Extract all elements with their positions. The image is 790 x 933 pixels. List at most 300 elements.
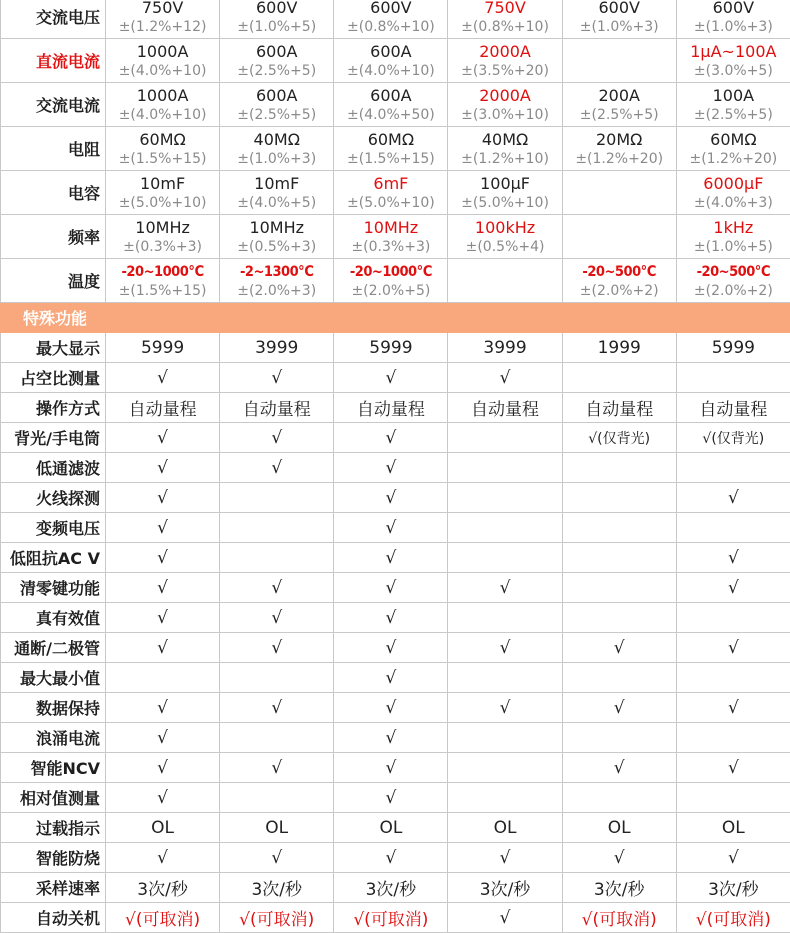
feature-row [1,603,790,633]
spec-range: 10MHz [220,218,333,238]
feature-cell [562,363,676,393]
spec-range: 600V [563,0,676,18]
feature-value: √(可取消) [582,910,657,930]
spec-cell [106,39,220,83]
spec-cell [220,171,334,215]
feature-cell [220,573,334,603]
feature-value: √ [385,488,396,508]
spec-range: 200A [563,86,676,106]
spec-accuracy: ±(0.5%+4) [448,238,561,256]
feature-value: √ [500,368,511,388]
feature-cell [106,513,220,543]
feature-cell [562,603,676,633]
spec-range: 2000A [448,42,561,62]
feature-value: 3次/秒 [708,880,759,900]
spec-accuracy: ±(1.0%+3) [563,18,676,36]
feature-value: √ [500,578,511,598]
spec-accuracy: ±(4.0%+10) [106,62,219,80]
spec-accuracy: ±(1.2%+20) [563,150,676,168]
spec-cell [562,127,676,171]
feature-cell [220,633,334,663]
feature-cell [562,843,676,873]
row-label: 自动关机 [1,903,106,933]
spec-range: 1μA~100A [677,42,790,62]
feature-value: √ [157,848,168,868]
spec-range: 600V [677,0,790,18]
spec-cell [106,127,220,171]
feature-row [1,333,790,363]
feature-cell [106,873,220,903]
feature-value: √ [157,488,168,508]
spec-cell [334,259,448,303]
feature-value: √ [500,638,511,658]
feature-cell [220,873,334,903]
feature-value: √ [728,698,739,718]
feature-cell [676,453,790,483]
feature-cell [106,603,220,633]
feature-cell [448,873,562,903]
feature-cell [106,843,220,873]
spec-accuracy: ±(2.5%+5) [563,106,676,124]
feature-cell [220,903,334,933]
feature-row [1,873,790,903]
feature-cell [334,813,448,843]
spec-row [1,127,790,171]
feature-cell [448,753,562,783]
feature-value: √ [271,368,282,388]
spec-accuracy: ±(3.0%+10) [448,106,561,124]
feature-cell [334,873,448,903]
spec-range: 1000A [106,86,219,106]
spec-range: 600A [220,42,333,62]
spec-accuracy: ±(4.0%+10) [334,62,447,80]
feature-cell [448,453,562,483]
spec-row [1,215,790,259]
feature-cell [676,783,790,813]
feature-value: √(可取消) [696,910,771,930]
feature-value: √ [157,458,168,478]
spec-range: 10mF [220,174,333,194]
row-label: 清零键功能 [1,573,106,603]
feature-cell [676,393,790,423]
feature-cell [106,783,220,813]
feature-value: √ [500,908,511,928]
feature-cell [448,633,562,663]
spec-range: 10MHz [106,218,219,238]
feature-value: √(仅背光) [702,431,764,447]
row-label: 占空比测量 [1,363,106,393]
feature-cell [562,543,676,573]
feature-cell [448,393,562,423]
feature-cell [334,453,448,483]
feature-value: 自动量程 [243,400,311,420]
spec-range: 100A [677,86,790,106]
spec-range: 10mF [106,174,219,194]
feature-value: √ [385,728,396,748]
row-label: 相对值测量 [1,783,106,813]
feature-cell [448,813,562,843]
spec-range: 600A [220,86,333,106]
feature-value: √ [614,848,625,868]
feature-value: OL [608,818,631,838]
feature-cell [334,543,448,573]
row-label: 数据保持 [1,693,106,723]
feature-value: √ [271,458,282,478]
feature-cell [106,633,220,663]
feature-value: √ [157,368,168,388]
feature-cell [448,573,562,603]
spec-cell [562,39,676,83]
feature-cell [562,423,676,453]
feature-row [1,843,790,873]
feature-cell [562,813,676,843]
feature-cell [676,723,790,753]
feature-cell [106,903,220,933]
spec-cell [676,127,790,171]
feature-value: 3次/秒 [480,880,531,900]
feature-value: √ [385,368,396,388]
spec-accuracy: ±(1.0%+3) [677,18,790,36]
feature-cell [220,753,334,783]
spec-range: 600V [334,0,447,18]
spec-accuracy: ±(2.5%+5) [677,106,790,124]
feature-value: √ [385,608,396,628]
feature-value: √ [157,758,168,778]
feature-value: √ [271,578,282,598]
feature-value: √ [157,608,168,628]
spec-range: 20MΩ [563,130,676,150]
row-label: 低通滤波 [1,453,106,483]
spec-range: 40MΩ [220,130,333,150]
feature-row [1,663,790,693]
spec-range: 100kHz [448,218,561,238]
feature-cell [106,483,220,513]
spec-accuracy: ±(5.0%+10) [106,194,219,212]
feature-cell [220,693,334,723]
feature-value: √ [157,518,168,538]
feature-cell [562,753,676,783]
feature-value: √ [271,698,282,718]
row-label: 最大显示 [1,333,106,363]
feature-cell [106,543,220,573]
feature-cell [448,513,562,543]
row-label: 真有效值 [1,603,106,633]
feature-cell [334,423,448,453]
feature-row [1,573,790,603]
feature-cell [334,603,448,633]
spec-range: 1kHz [677,218,790,238]
feature-value: √ [157,578,168,598]
feature-cell [676,483,790,513]
feature-value: √ [157,548,168,568]
feature-cell [220,333,334,363]
spec-accuracy: ±(0.3%+3) [106,238,219,256]
spec-range: 60MΩ [334,130,447,150]
feature-value: √(可取消) [239,910,314,930]
spec-cell [448,171,562,215]
feature-cell [106,423,220,453]
feature-cell [562,693,676,723]
spec-accuracy: ±(1.0%+3) [220,150,333,168]
feature-cell [676,333,790,363]
spec-range: 40MΩ [448,130,561,150]
spec-accuracy: ±(2.0%+2) [677,282,790,300]
feature-cell [562,453,676,483]
spec-accuracy: ±(2.5%+5) [220,62,333,80]
feature-value: √ [728,548,739,568]
feature-row [1,783,790,813]
spec-accuracy: ±(3.5%+20) [448,62,561,80]
spec-accuracy: ±(5.0%+10) [448,194,561,212]
spec-range: 60MΩ [106,130,219,150]
spec-accuracy: ±(5.0%+10) [334,194,447,212]
feature-value: √ [385,668,396,688]
feature-cell [106,663,220,693]
feature-cell [676,543,790,573]
feature-cell [334,843,448,873]
feature-cell [448,483,562,513]
feature-value: √ [157,638,168,658]
spec-accuracy: ±(2.0%+2) [563,282,676,300]
feature-value: √ [500,848,511,868]
spec-range: -20~500℃ [677,262,790,282]
spec-row [1,39,790,83]
row-label: 交流电流 [1,83,106,127]
spec-cell [448,83,562,127]
feature-row [1,423,790,453]
row-label: 智能防烧 [1,843,106,873]
spec-cell [106,215,220,259]
feature-cell [106,363,220,393]
spec-cell [106,259,220,303]
feature-cell [106,453,220,483]
feature-cell [220,813,334,843]
spec-accuracy: ±(2.0%+5) [334,282,447,300]
spec-range: -20~1000℃ [106,262,219,282]
spec-cell [676,83,790,127]
spec-accuracy: ±(4.0%+3) [677,194,790,212]
feature-cell [334,903,448,933]
spec-accuracy: ±(2.5%+5) [220,106,333,124]
feature-cell [106,573,220,603]
feature-cell [676,693,790,723]
feature-value: 自动量程 [129,400,197,420]
spec-cell [676,259,790,303]
feature-cell [562,393,676,423]
feature-cell [676,753,790,783]
feature-row [1,393,790,423]
feature-cell [448,843,562,873]
spec-cell [676,171,790,215]
spec-cell [448,259,562,303]
feature-cell [220,363,334,393]
feature-cell [220,513,334,543]
feature-cell [220,543,334,573]
spec-range: 750V [106,0,219,18]
feature-cell [448,663,562,693]
feature-cell [334,723,448,753]
spec-accuracy: ±(1.2%+10) [448,150,561,168]
feature-value: √ [385,518,396,538]
feature-value: √ [385,788,396,808]
row-label: 火线探测 [1,483,106,513]
feature-row [1,813,790,843]
feature-cell [448,903,562,933]
spec-range: 6mF [334,174,447,194]
row-label: 采样速率 [1,873,106,903]
spec-cell [448,127,562,171]
spec-accuracy: ±(0.8%+10) [334,18,447,36]
feature-cell [106,393,220,423]
spec-accuracy: ±(0.3%+3) [334,238,447,256]
feature-value: √ [728,578,739,598]
feature-cell [562,783,676,813]
feature-cell [562,633,676,663]
feature-cell [334,663,448,693]
spec-cell [562,171,676,215]
feature-cell [106,333,220,363]
feature-cell [334,753,448,783]
feature-cell [106,753,220,783]
feature-cell [220,783,334,813]
feature-row [1,633,790,663]
spec-cell [334,215,448,259]
row-label: 温度 [1,259,106,303]
spec-accuracy: ±(1.5%+15) [106,282,219,300]
feature-value: √ [385,638,396,658]
feature-cell [676,633,790,663]
feature-value: √(仅背光) [588,431,650,447]
spec-cell [334,0,448,39]
feature-value: √ [271,758,282,778]
row-label: 电容 [1,171,106,215]
feature-value: 5999 [369,338,412,358]
spec-accuracy: ±(3.0%+5) [677,62,790,80]
spec-cell [220,127,334,171]
feature-cell [676,663,790,693]
feature-value: √ [614,638,625,658]
spec-range: 60MΩ [677,130,790,150]
feature-value: 3999 [483,338,526,358]
row-label: 最大最小值 [1,663,106,693]
feature-value: √ [385,578,396,598]
feature-cell [676,363,790,393]
feature-value: OL [722,818,745,838]
feature-cell [220,603,334,633]
section-title: 特殊功能 [1,303,790,333]
feature-cell [220,663,334,693]
spec-cell [220,215,334,259]
feature-value: √ [385,548,396,568]
spec-cell [676,215,790,259]
feature-row [1,483,790,513]
row-label: 浪涌电流 [1,723,106,753]
feature-cell [676,813,790,843]
feature-cell [220,483,334,513]
spec-cell [676,39,790,83]
spec-accuracy: ±(4.0%+5) [220,194,333,212]
spec-accuracy: ±(1.0%+5) [220,18,333,36]
row-label: 低阻抗AC V [1,543,106,573]
spec-accuracy: ±(0.8%+10) [448,18,561,36]
spec-range: -2~1300℃ [220,262,333,282]
feature-cell [334,333,448,363]
feature-value: √ [271,638,282,658]
row-label: 变频电压 [1,513,106,543]
feature-row [1,753,790,783]
feature-value: OL [265,818,288,838]
feature-cell [106,693,220,723]
spec-cell [334,171,448,215]
row-label: 电阻 [1,127,106,171]
spec-cell [106,83,220,127]
feature-cell [334,633,448,663]
feature-value: 3次/秒 [137,880,188,900]
spec-range: 600A [334,42,447,62]
spec-cell [106,0,220,39]
feature-cell [334,693,448,723]
feature-value: √ [385,848,396,868]
spec-cell [334,83,448,127]
feature-row [1,363,790,393]
feature-value: √ [157,728,168,748]
feature-value: √ [500,698,511,718]
spec-cell [220,259,334,303]
feature-row [1,723,790,753]
spec-range: 10MHz [334,218,447,238]
feature-row [1,543,790,573]
row-label: 频率 [1,215,106,259]
feature-cell [562,663,676,693]
spec-cell [448,215,562,259]
feature-cell [334,573,448,603]
spec-accuracy: ±(1.5%+15) [334,150,447,168]
feature-cell [676,873,790,903]
feature-cell [676,903,790,933]
spec-cell [220,0,334,39]
feature-value: √ [271,848,282,868]
spec-range: 750V [448,0,561,18]
row-label: 背光/手电筒 [1,423,106,453]
row-label: 操作方式 [1,393,106,423]
spec-accuracy: ±(1.5%+15) [106,150,219,168]
spec-range: 2000A [448,86,561,106]
spec-accuracy: ±(1.0%+5) [677,238,790,256]
spec-row [1,259,790,303]
spec-cell [106,171,220,215]
feature-value: 自动量程 [585,400,653,420]
feature-cell [448,783,562,813]
feature-cell [334,393,448,423]
spec-range: 600V [220,0,333,18]
feature-value: √ [614,698,625,718]
feature-cell [562,903,676,933]
feature-value: √ [157,788,168,808]
spec-row [1,83,790,127]
feature-cell [562,873,676,903]
feature-cell [448,603,562,633]
feature-cell [448,423,562,453]
feature-cell [448,723,562,753]
feature-value: 3次/秒 [251,880,302,900]
feature-row [1,903,790,933]
spec-range: 1000A [106,42,219,62]
feature-cell [106,813,220,843]
feature-value: √ [271,428,282,448]
spec-cell [220,83,334,127]
feature-cell [562,723,676,753]
section-header-row [1,303,790,333]
